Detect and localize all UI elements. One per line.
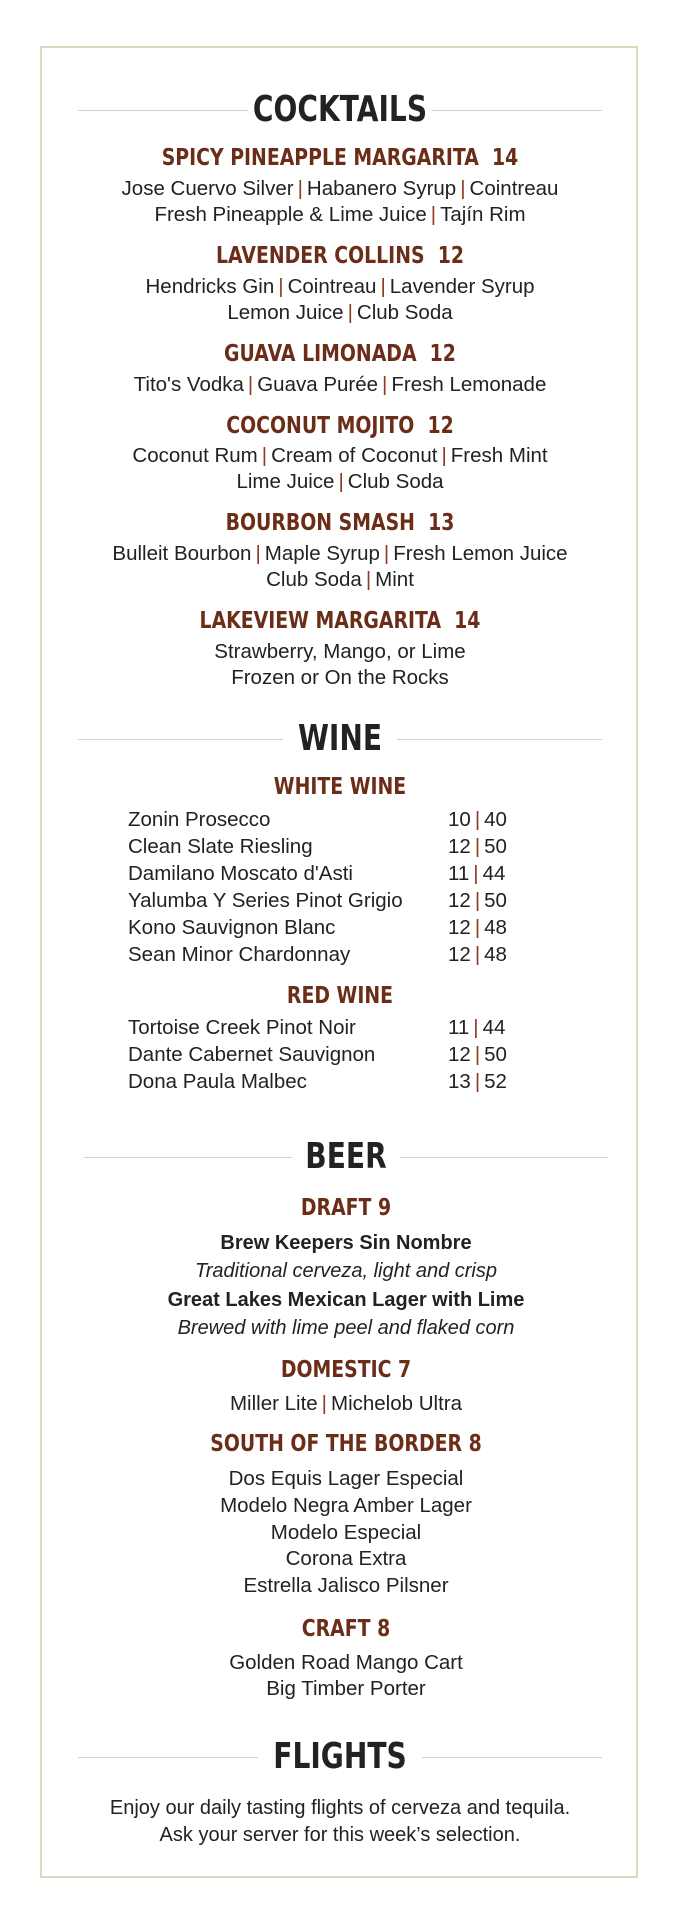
- draft-beer-note: Traditional cerveza, light and crisp: [195, 1260, 497, 1282]
- glass-price: 10: [448, 808, 471, 831]
- wine-price: [448, 834, 507, 860]
- cocktail-title: SPICY PINEAPPLE MARGARITA 14: [161, 145, 519, 171]
- wine-price: [448, 1069, 507, 1095]
- wine-price: [448, 807, 507, 833]
- wine-name: Zonin Prosecco: [128, 808, 271, 831]
- bottle-price: 48: [484, 916, 507, 939]
- bottle-price: 50: [484, 889, 507, 912]
- glass-price: 11: [448, 1016, 470, 1039]
- flights-header: [0, 1732, 680, 1782]
- wine-row: [128, 1015, 528, 1041]
- cocktail-title: COCONUT MOJITO 12: [226, 413, 454, 439]
- south-heading: SOUTH OF THE BORDER 8: [210, 1431, 482, 1457]
- draft-heading: DRAFT 9: [300, 1195, 392, 1221]
- bottle-price: 44: [482, 1016, 506, 1039]
- import-beer: Dos Equis Lager Especial: [228, 1467, 464, 1490]
- craft-beer: Golden Road Mango Cart: [229, 1651, 463, 1674]
- bottle-price: 44: [482, 862, 506, 885]
- craft-beer: Big Timber Porter: [266, 1677, 426, 1700]
- bottle-price: 40: [484, 808, 507, 831]
- flights-text: Ask your server for this week’s selection.: [159, 1824, 521, 1846]
- import-beer: Estrella Jalisco Pilsner: [243, 1574, 449, 1597]
- section-title-flights: FLIGHTS: [273, 1736, 407, 1777]
- domestic-heading: DOMESTIC 7: [280, 1357, 412, 1383]
- cocktail-ingredients: Hendricks Gin | Cointreau | Lavender Syrup: [145, 275, 535, 298]
- price-separator: |: [473, 1016, 479, 1039]
- bottle-price: 50: [484, 835, 507, 858]
- section-title-wine: WINE: [297, 718, 383, 759]
- price-separator: |: [474, 808, 481, 831]
- cocktail-ingredients: Jose Cuervo Silver | Habanero Syrup | Cointreau: [121, 177, 559, 200]
- cocktail-title: BOURBON SMASH 13: [225, 510, 455, 536]
- wine-name: Yalumba Y Series Pinot Grigio: [128, 889, 403, 912]
- wine-name: Sean Minor Chardonnay: [128, 943, 351, 966]
- wine-price: [448, 1015, 505, 1041]
- wine-row: [128, 888, 528, 914]
- wine-price: [448, 915, 507, 941]
- cocktail-description: Strawberry, Mango, or Lime: [214, 640, 466, 663]
- price-separator: |: [474, 916, 481, 939]
- wine-name: Clean Slate Riesling: [128, 835, 313, 858]
- section-title-cocktails: COCKTAILS: [252, 89, 428, 130]
- red-wine-heading: RED WINE: [286, 983, 394, 1009]
- wine-price: [448, 1042, 507, 1068]
- glass-price: 12: [448, 916, 471, 939]
- glass-price: 12: [448, 1043, 471, 1066]
- glass-price: 12: [448, 943, 471, 966]
- price-separator: |: [474, 943, 481, 966]
- white-wine-heading: WHITE WINE: [273, 774, 407, 800]
- cocktail-ingredients: Bulleit Bourbon | Maple Syrup | Fresh Lemon Juice: [112, 542, 568, 565]
- glass-price: 13: [448, 1070, 471, 1093]
- wine-price: [448, 888, 507, 914]
- cocktail-title: LAVENDER COLLINS 12: [216, 243, 464, 269]
- wine-name: Dante Cabernet Sauvignon: [128, 1043, 376, 1066]
- wine-row: [128, 807, 528, 833]
- cocktail-title: GUAVA LIMONADA 12: [224, 341, 456, 367]
- import-beer: Modelo Negra Amber Lager: [220, 1494, 472, 1517]
- cocktail-description: Frozen or On the Rocks: [231, 666, 449, 689]
- flights-text: Enjoy our daily tasting flights of cerveza and tequila.: [109, 1797, 571, 1819]
- glass-price: 11: [448, 862, 470, 885]
- price-separator: |: [474, 835, 481, 858]
- wine-row: [128, 834, 528, 860]
- import-beer: Modelo Especial: [270, 1521, 422, 1544]
- cocktail-title: LAKEVIEW MARGARITA 14: [199, 608, 481, 634]
- price-separator: |: [474, 889, 481, 912]
- cocktail-ingredients: Tito's Vodka | Guava Purée | Fresh Lemonade: [133, 373, 547, 396]
- cocktail-ingredients: Lime Juice | Club Soda: [236, 470, 444, 493]
- wine-name: Tortoise Creek Pinot Noir: [128, 1016, 356, 1039]
- cocktail-ingredients: Fresh Pineapple & Lime Juice | Tajín Rim: [154, 203, 526, 226]
- import-beer: Corona Extra: [285, 1547, 407, 1570]
- cocktail-ingredients: Lemon Juice | Club Soda: [227, 301, 453, 324]
- wine-name: Dona Paula Malbec: [128, 1070, 307, 1093]
- wine-row: [128, 915, 528, 941]
- wine-row: [128, 861, 528, 887]
- bottle-price: 50: [484, 1043, 507, 1066]
- price-separator: |: [473, 862, 479, 885]
- cocktail-ingredients: Club Soda | Mint: [266, 568, 414, 591]
- price-separator: |: [474, 1043, 481, 1066]
- domestic-beers: Miller Lite | Michelob Ultra: [229, 1392, 463, 1415]
- bottle-price: 48: [484, 943, 507, 966]
- glass-price: 12: [448, 835, 471, 858]
- wine-name: Kono Sauvignon Blanc: [128, 916, 336, 939]
- glass-price: 12: [448, 889, 471, 912]
- wine-name: Damilano Moscato d'Asti: [128, 862, 353, 885]
- craft-heading: CRAFT 8: [301, 1616, 391, 1642]
- beer-header: [0, 1132, 680, 1182]
- draft-beer-name: Brew Keepers Sin Nombre: [220, 1232, 472, 1254]
- draft-beer-name: Great Lakes Mexican Lager with Lime: [167, 1289, 525, 1311]
- wine-price: [448, 861, 505, 887]
- wine-row: [128, 942, 528, 968]
- cocktail-ingredients: Coconut Rum | Cream of Coconut | Fresh Mint: [132, 444, 548, 467]
- draft-beer-note: Brewed with lime peel and flaked corn: [177, 1317, 515, 1339]
- price-separator: |: [474, 1070, 481, 1093]
- wine-row: [128, 1069, 528, 1095]
- section-title-beer: BEER: [305, 1136, 387, 1177]
- wine-header: [0, 714, 680, 764]
- bottle-price: 52: [484, 1070, 507, 1093]
- cocktails-header: [0, 85, 680, 135]
- wine-price: [448, 942, 507, 968]
- wine-row: [128, 1042, 528, 1068]
